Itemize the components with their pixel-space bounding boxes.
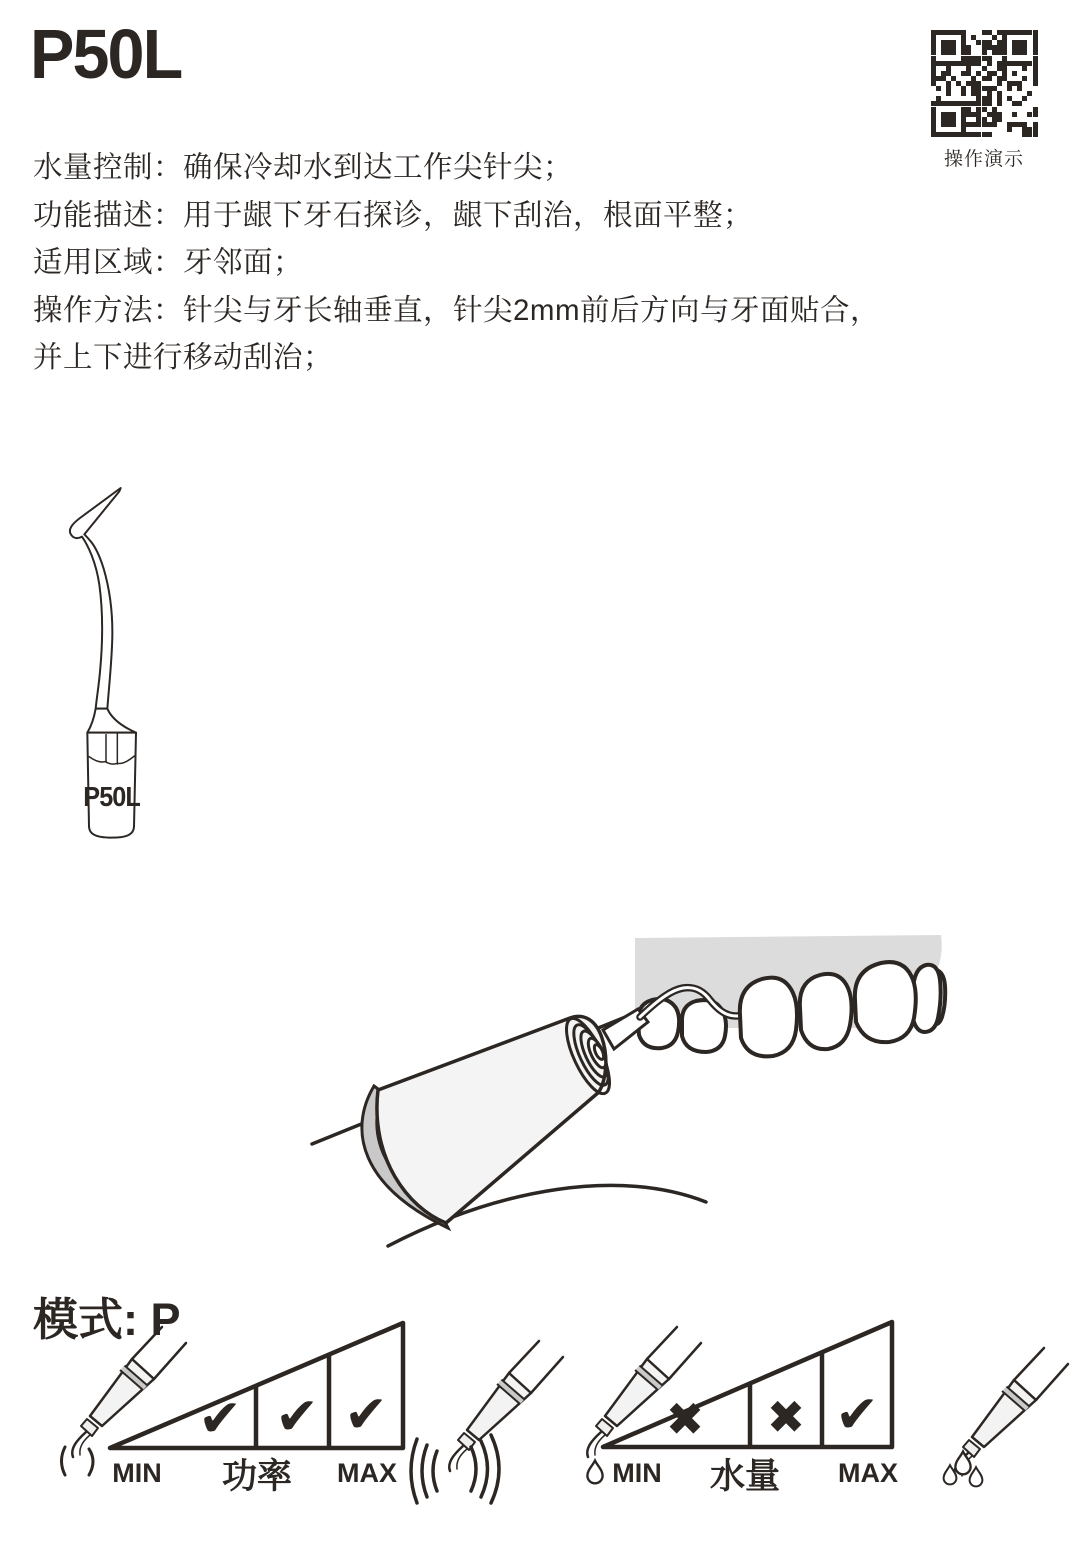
description-line-water-control: 水量控制：确保冷却水到达工作尖针尖； xyxy=(33,151,574,184)
description-line-operation-cont: 并上下进行移动刮治； xyxy=(33,341,334,374)
power-min-label: MIN xyxy=(112,1458,162,1488)
water-mark-3: ✔ xyxy=(835,1386,879,1444)
power-diagram xyxy=(30,1315,540,1525)
description-line-function: 功能描述：用于龈下牙石探诊，龈下刮治，根面平整； xyxy=(33,198,754,232)
page-title: P50L xyxy=(30,15,182,93)
strong-vibration-icon xyxy=(411,1435,499,1503)
single-drop-icon xyxy=(587,1461,602,1484)
power-min-icon xyxy=(62,1327,187,1475)
handpiece-body xyxy=(377,1016,606,1223)
water-max-icon xyxy=(944,1348,1068,1486)
power-axis-label: 功率 xyxy=(221,1457,293,1496)
power-mark-1: ✔ xyxy=(198,1390,242,1448)
tip-figure xyxy=(30,462,230,862)
power-max-icon xyxy=(411,1341,563,1503)
mode-heading: 模式: P xyxy=(33,1294,181,1345)
water-axis-label: 水量 xyxy=(709,1457,781,1496)
qr-caption: 操作演示 xyxy=(943,149,1024,170)
water-diagram xyxy=(545,1315,1084,1525)
tip-needle xyxy=(70,488,121,709)
description xyxy=(33,144,1043,382)
power-mark-2: ✔ xyxy=(275,1388,319,1446)
qr-code xyxy=(931,30,1038,137)
water-min-label: MIN xyxy=(612,1458,662,1488)
water-max-label: MAX xyxy=(838,1458,898,1488)
water-mark-2: ✖ xyxy=(766,1391,806,1443)
water-mark-1: ✖ xyxy=(665,1393,705,1445)
description-line-region: 适用区域：牙邻面； xyxy=(33,246,304,279)
small-vibration-icon xyxy=(62,1447,94,1475)
description-line-operation: 操作方法：针尖与牙长轴垂直，针尖2mm前后方向与牙面贴合， xyxy=(33,293,881,327)
power-max-label: MAX xyxy=(337,1458,397,1488)
tip-shoulder xyxy=(87,709,136,733)
usage-illustration xyxy=(320,920,1000,1250)
tooth xyxy=(855,962,916,1042)
tooth xyxy=(800,974,852,1049)
power-mark-3: ✔ xyxy=(344,1386,388,1444)
tip-figure-label: P50L xyxy=(83,780,140,813)
multi-drop-icon xyxy=(944,1452,983,1487)
tooth xyxy=(740,978,797,1057)
